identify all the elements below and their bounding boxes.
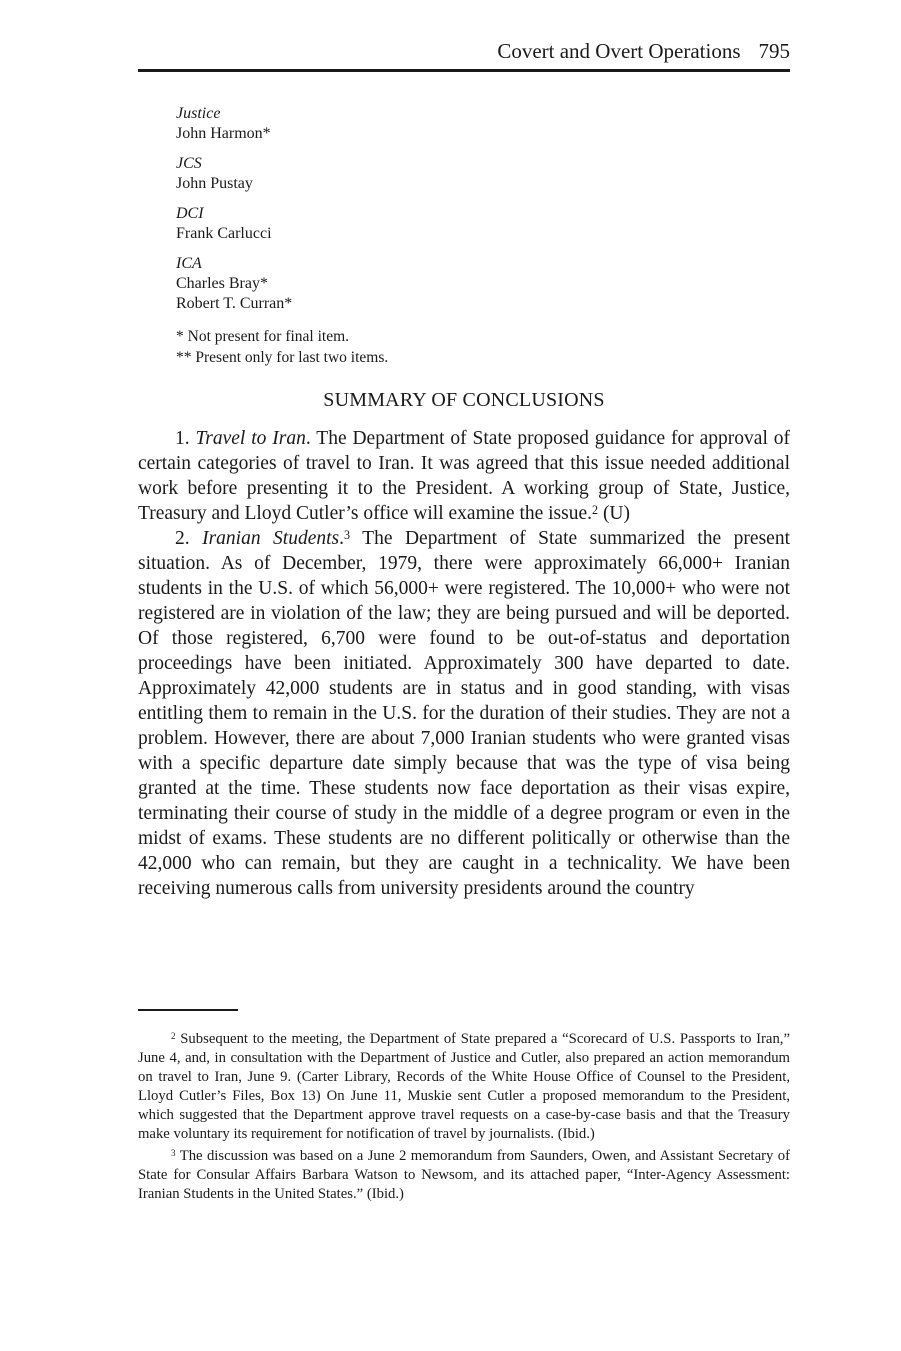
- footnote-rule: [138, 1009, 238, 1011]
- paragraph-travel-to-iran: [138, 426, 790, 526]
- attendee-name: John Harmon*: [176, 125, 271, 142]
- agency-label: DCI: [176, 205, 204, 222]
- footnotes: [138, 1030, 790, 1207]
- paragraph-text: The Department of State summarized the present situation. As of December, 1979, there were approximately 66,000+ Iranian students in the U.S. of which 56,000+ were registered. The 10,000+ who were not registered are in violation of the law; they are being pursued and will be deported. Of those registered, 6,700 were found to be out-of-status and deportation proceedings have been initiated. Approximately 300 have departed to date. Approximately 42,000 students are in status and in good standing, with visas entitling them to remain in the U.S. for the duration of their studies. They are not a problem. However, there are about 7,000 Iranian students who were granted visas with a specific departure date simply because that was the type of visa being granted at the time. These students now face deportation as their visas expire, terminating their course of study in the middle of a degree program or even in the midst of exams. These students are no different politically or otherwise than the 42,000 who can remain, but they are caught in a technicality. We have been receiving numerous calls from university presidents around the country: [138, 528, 790, 899]
- footnote: [138, 1147, 790, 1204]
- item-heading: Travel to Iran: [195, 428, 306, 449]
- section-title: SUMMARY OF CONCLUSIONS: [323, 389, 605, 411]
- attendee-group: [176, 254, 676, 314]
- attendee-name: Robert T. Curran*: [176, 295, 293, 312]
- item-number: 1.: [175, 428, 190, 449]
- item-heading: Iranian Students: [202, 528, 340, 549]
- footnote-reference: 2: [592, 502, 599, 517]
- attendee-name: Frank Carlucci: [176, 225, 272, 242]
- attendee-group: [176, 154, 676, 194]
- attendance-note: * Not present for final item.: [176, 328, 350, 345]
- header-rule: [138, 69, 790, 72]
- running-title: Covert and Overt Operations: [497, 39, 741, 63]
- body-text: [138, 426, 790, 901]
- heading-period: .: [339, 528, 345, 549]
- footnote: [138, 1030, 790, 1144]
- attendee-group: [176, 104, 676, 144]
- classification-marking: (U): [598, 503, 631, 524]
- paragraph-text: . The Department of State proposed guidance for approval of certain categories of travel to Iran. It was agreed that this issue needed additional work before presenting it to the President. A working group of State, Justice, Treasury and Lloyd Cutler’s office will examine the issue.: [138, 428, 790, 524]
- item-number: 2.: [175, 528, 190, 549]
- footnote-text: Subsequent to the meeting, the Department of State prepared a “Scorecard of U.S. Passports to Iran,” June 4, and, in consultation with the Department of Justice and Cutler, also prepared an action memorandum on travel to Iran, June 9. (Carter Library, Records of the White House Office of Counsel to the President, Lloyd Cutler’s Files, Box 13) On June 11, Muskie sent Cutler a proposed memorandum to the President, which suggested that the Department approve travel requests on a case-by-case basis and that the Treasury make voluntary its requirement for notification of travel by journalists. (Ibid.): [138, 1031, 790, 1142]
- footnote-text: The discussion was based on a June 2 memorandum from Saunders, Owen, and Assistant Secretary of State for Consular Affairs Barbara Watson to Newsom, and its attached paper, “Inter-Agency Assessment: Iranian Students in the United States.” (Ibid.): [138, 1148, 790, 1202]
- footnote-mark: 2: [171, 1030, 176, 1041]
- agency-label: Justice: [176, 105, 221, 122]
- page-number: 795: [758, 39, 790, 63]
- attendance-notes: [176, 326, 676, 368]
- running-head: [138, 38, 790, 64]
- attendee-group: [176, 204, 676, 244]
- attendee-name: Charles Bray*: [176, 275, 268, 292]
- agency-label: JCS: [176, 155, 202, 172]
- footnote-mark: 3: [171, 1147, 176, 1158]
- attendance-note: ** Present only for last two items.: [176, 349, 389, 366]
- footnote-reference: 3: [344, 527, 351, 542]
- attendee-list: [176, 104, 676, 368]
- paragraph-iranian-students: [138, 526, 790, 901]
- agency-label: ICA: [176, 255, 202, 272]
- attendee-name: John Pustay: [176, 175, 253, 192]
